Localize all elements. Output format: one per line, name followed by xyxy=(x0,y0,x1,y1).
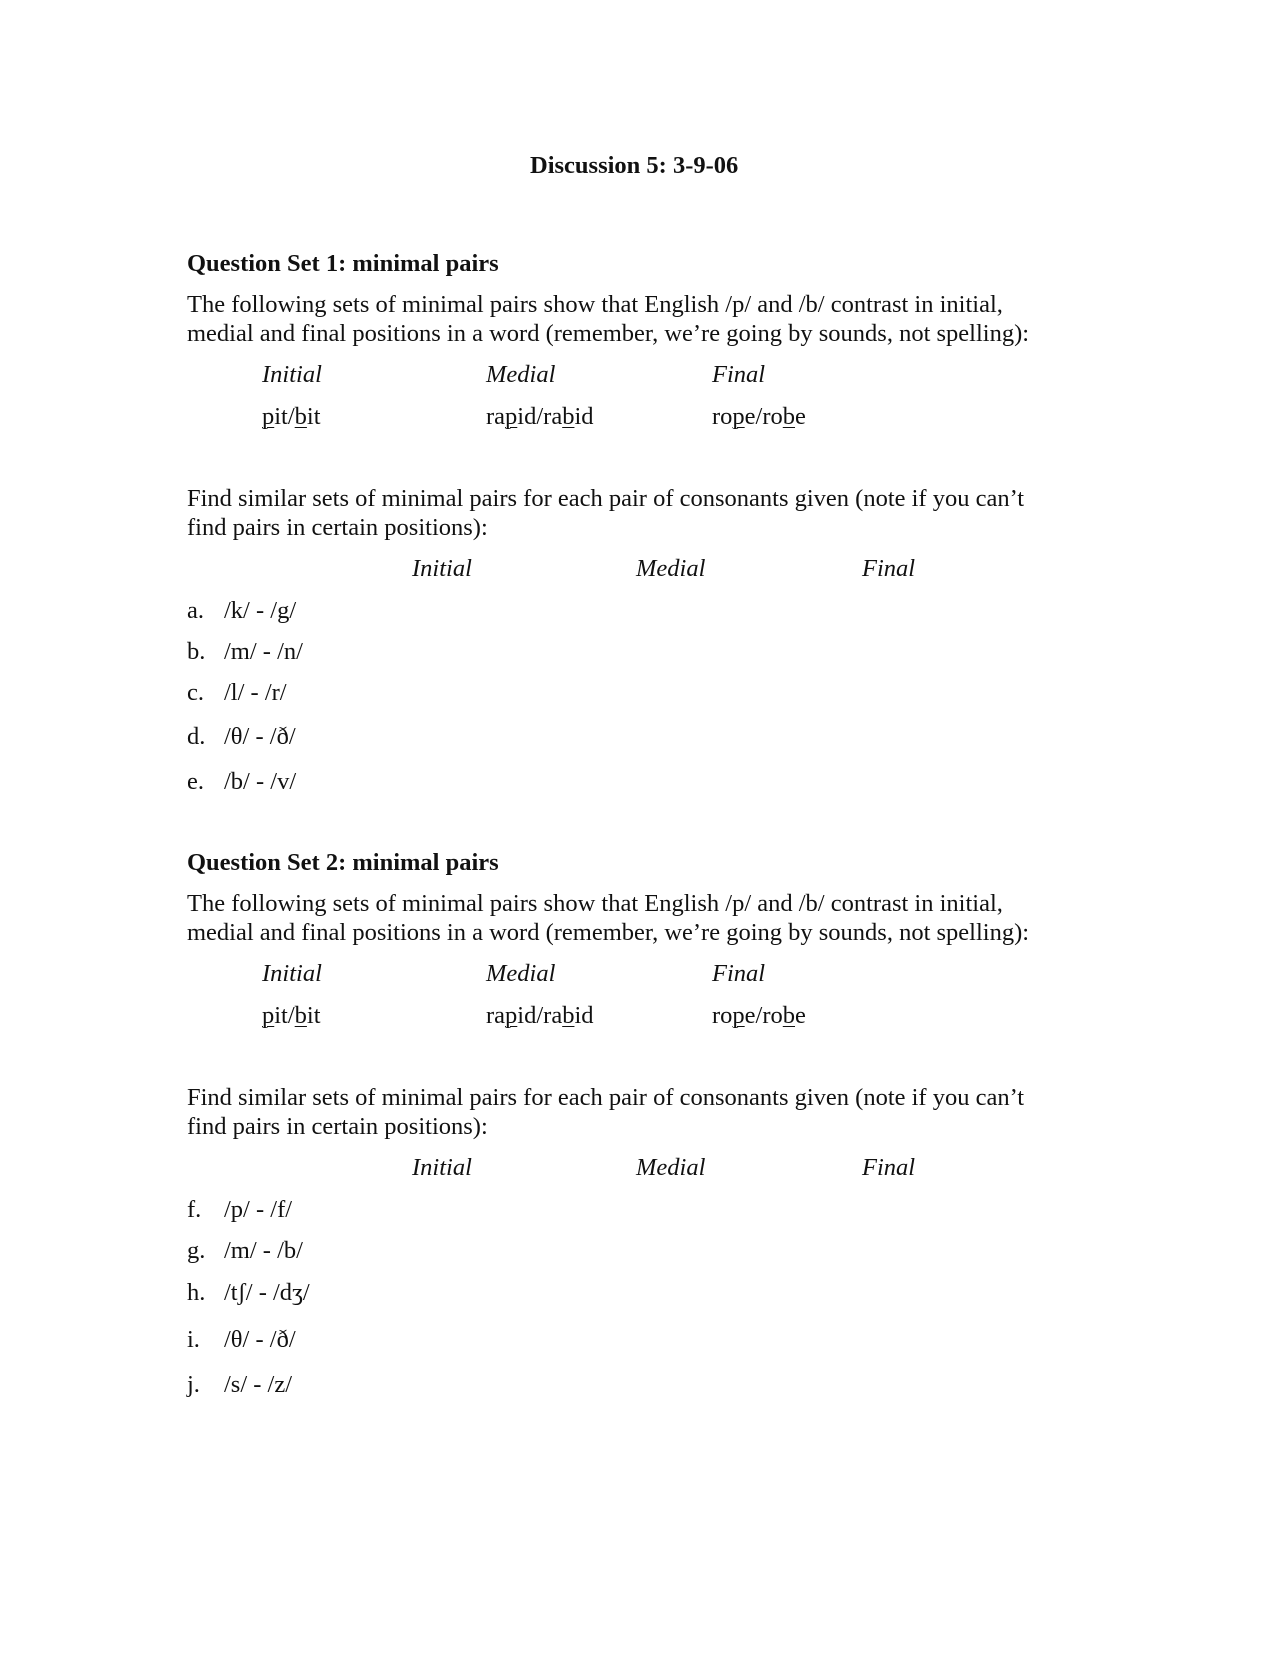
list-item-pair: /m/ - /n/ xyxy=(224,638,303,665)
list-item-pair: /tʃ/ - /dʒ/ xyxy=(224,1279,310,1306)
list-item-letter: g. xyxy=(187,1237,206,1264)
set1-intro xyxy=(187,290,1029,348)
list-item-pair: /p/ - /f/ xyxy=(224,1196,293,1223)
set1-task xyxy=(187,484,1024,542)
list-item-letter: d. xyxy=(187,723,206,750)
set2-example-header-final: Final xyxy=(712,960,766,987)
set2-example-header-medial: Medial xyxy=(486,960,556,987)
set2-task xyxy=(187,1083,1024,1141)
underlined-sound: p xyxy=(732,1002,745,1029)
set2-example-medial: rapid/rabid xyxy=(486,1002,594,1029)
underlined-sound: p xyxy=(262,403,275,430)
underlined-sound: b xyxy=(294,403,307,430)
set2-intro xyxy=(187,889,1029,947)
list-item-pair: /θ/ - /ð/ xyxy=(224,723,296,750)
underlined-sound: p xyxy=(262,1002,275,1029)
set1-intro-line1: The following sets of minimal pairs show that English /p/ and /b/ contrast in initial, xyxy=(187,291,1003,318)
set2-intro-line2: medial and final positions in a word (remember, we’re going by sounds, not spelling): xyxy=(187,919,1030,946)
set1-heading: Question Set 1: minimal pairs xyxy=(187,250,499,277)
set2-example-final: rope/robe xyxy=(712,1002,806,1029)
list-item-letter: f. xyxy=(187,1196,202,1223)
list-item-pair: /l/ - /r/ xyxy=(224,679,287,706)
underlined-sound: b xyxy=(782,403,796,430)
set1-table-header-initial: Initial xyxy=(412,555,472,582)
page-title: Discussion 5: 3-9-06 xyxy=(530,152,739,179)
list-item-letter: j. xyxy=(187,1371,200,1398)
underlined-sound: p xyxy=(505,403,518,430)
set2-task-line2: find pairs in certain positions): xyxy=(187,1113,488,1140)
set1-table-header-final: Final xyxy=(862,555,916,582)
set2-task-line1: Find similar sets of minimal pairs for each pair of consonants given (note if you can’t xyxy=(187,1084,1025,1111)
set2-example-initial: pit/bit xyxy=(262,1002,321,1029)
set1-example-header-initial: Initial xyxy=(262,361,322,388)
set2-table-header-final: Final xyxy=(862,1154,916,1181)
list-item-letter: h. xyxy=(187,1279,206,1306)
set1-task-line1: Find similar sets of minimal pairs for each pair of consonants given (note if you can’t xyxy=(187,485,1025,512)
set2-intro-line1: The following sets of minimal pairs show that English /p/ and /b/ contrast in initial, xyxy=(187,890,1003,917)
list-item-pair: /m/ - /b/ xyxy=(224,1237,303,1264)
underlined-sound: p xyxy=(732,403,745,430)
set1-example-medial: rapid/rabid xyxy=(486,403,594,430)
list-item-letter: b. xyxy=(187,638,206,665)
set2-table-header-medial: Medial xyxy=(636,1154,706,1181)
set1-example-final: rope/robe xyxy=(712,403,806,430)
list-item-letter: c. xyxy=(187,679,204,706)
list-item-letter: e. xyxy=(187,768,204,795)
set2-table-header-initial: Initial xyxy=(412,1154,472,1181)
list-item-pair: /s/ - /z/ xyxy=(224,1371,293,1398)
set2-heading: Question Set 2: minimal pairs xyxy=(187,849,499,876)
underlined-sound: b xyxy=(294,1002,307,1029)
set1-example-header-medial: Medial xyxy=(486,361,556,388)
set1-example-initial: pit/bit xyxy=(262,403,321,430)
underlined-sound: p xyxy=(505,1002,518,1029)
list-item-pair: /θ/ - /ð/ xyxy=(224,1326,296,1353)
set1-intro-line2: medial and final positions in a word (remember, we’re going by sounds, not spelling): xyxy=(187,320,1030,347)
set1-example-header-final: Final xyxy=(712,361,766,388)
underlined-sound: b xyxy=(562,1002,575,1029)
set1-task-line2: find pairs in certain positions): xyxy=(187,514,488,541)
underlined-sound: b xyxy=(782,1002,796,1029)
list-item-pair: /k/ - /g/ xyxy=(224,597,297,624)
list-item-letter: a. xyxy=(187,597,204,624)
list-item-pair: /b/ - /v/ xyxy=(224,768,297,795)
list-item-letter: i. xyxy=(187,1326,200,1353)
set2-example-header-initial: Initial xyxy=(262,960,322,987)
underlined-sound: b xyxy=(562,403,575,430)
set1-table-header-medial: Medial xyxy=(636,555,706,582)
